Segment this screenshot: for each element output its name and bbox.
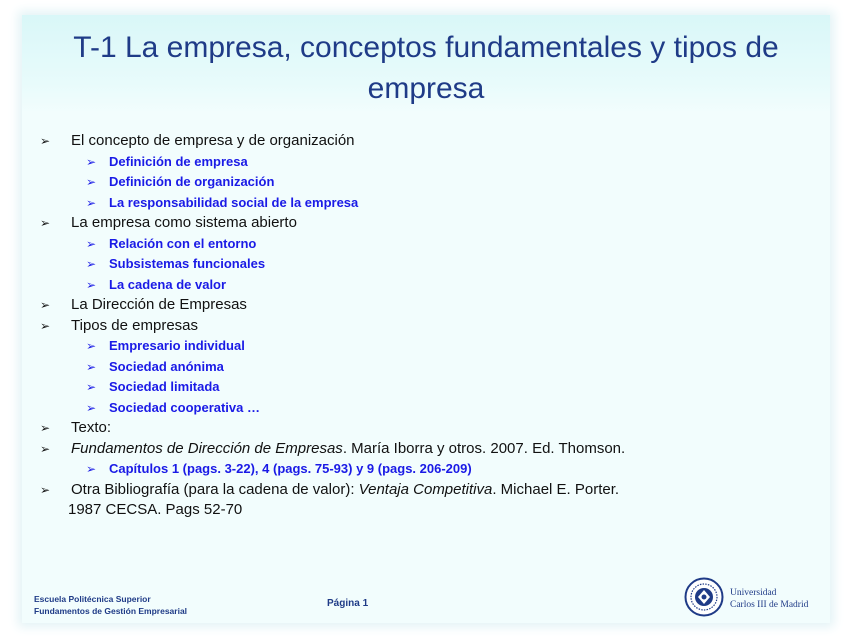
bullet-text: Sociedad anónima (109, 358, 224, 374)
bullet-text: Definición de empresa (109, 153, 248, 169)
bullet-text: Texto: (71, 419, 112, 436)
university-seal-icon (684, 577, 724, 617)
bullet-item (40, 295, 820, 316)
bullet-arrow-icon: ➢ (86, 175, 97, 189)
slide (22, 15, 830, 623)
bibliography-continuation (40, 500, 820, 521)
bullet-arrow-icon: ➢ (86, 380, 97, 394)
page-number: Página 1 (327, 598, 369, 609)
university-name (730, 587, 808, 611)
bullet-arrow-icon: ➢ (40, 441, 51, 456)
bullet-text: Definición de organización (109, 174, 275, 189)
other-bibliography-text (71, 480, 619, 501)
bullet-arrow-icon: ➢ (40, 134, 51, 148)
reference-details: . María Iborra y otros. 2007. Ed. Thomson. (342, 439, 626, 457)
reference-text (71, 439, 625, 460)
bullet-outline (40, 131, 820, 439)
footer-school (34, 593, 187, 617)
bullet-item-other-bibliography (40, 480, 820, 501)
reference-title: Fundamentos de Dirección de Empresas (71, 439, 343, 457)
bullet-text: La cadena de valor (109, 276, 227, 292)
bullet-arrow-icon: ➢ (40, 482, 51, 497)
bullet-subitem (40, 234, 820, 255)
footer-school-name: Escuela Politécnica Superior (34, 594, 151, 604)
bullet-arrow-icon: ➢ (86, 339, 97, 353)
bullet-text: Sociedad cooperativa … (109, 399, 260, 415)
bullet-arrow-icon: ➢ (40, 298, 51, 312)
bullet-text: Empresario individual (109, 338, 245, 353)
bullet-arrow-icon: ➢ (86, 359, 97, 374)
bullet-text: La Dirección de Empresas (71, 296, 247, 313)
bullet-text: Tipos de empresas (71, 316, 199, 334)
bullet-item (40, 131, 820, 152)
bullet-arrow-icon: ➢ (86, 277, 97, 292)
bullet-item (40, 213, 820, 234)
bullet-arrow-icon: ➢ (86, 236, 97, 251)
bullet-arrow-icon: ➢ (40, 216, 51, 230)
bullet-arrow-icon: ➢ (86, 195, 97, 210)
slide-content (40, 131, 820, 521)
bullet-text: Sociedad limitada (109, 379, 220, 394)
bullet-text: El concepto de empresa y de organización (71, 132, 355, 149)
bibliography-details: . Michael E. Porter. (492, 480, 620, 498)
slide-title: T-1 La empresa, conceptos fundamentales y tipos de empresa (73, 31, 779, 105)
bullet-subitem (40, 377, 820, 398)
bullet-item-reference (40, 439, 820, 460)
bullet-arrow-icon: ➢ (40, 421, 51, 435)
bullet-subitem (40, 275, 820, 296)
bullet-subitem (40, 357, 820, 378)
bibliography-continuation-text: 1987 CECSA. Pags 52-70 (68, 501, 243, 518)
bullet-arrow-icon: ➢ (86, 400, 97, 415)
bullet-arrow-icon: ➢ (86, 154, 97, 169)
bullet-subitem (40, 254, 820, 275)
bullet-item (40, 418, 820, 439)
bullet-subitem (40, 336, 820, 357)
bullet-text: Relación con el entorno (109, 235, 257, 251)
bullet-arrow-icon: ➢ (40, 318, 51, 333)
bullet-subitem (40, 172, 820, 193)
bullet-arrow-icon: ➢ (86, 257, 97, 271)
university-name-line1: Universidad (730, 588, 777, 598)
bullet-item (40, 316, 820, 337)
bullet-subitem (40, 152, 820, 173)
university-name-line2: Carlos III de Madrid (730, 600, 809, 610)
bullet-text: La empresa como sistema abierto (71, 214, 297, 231)
bullet-arrow-icon: ➢ (86, 462, 97, 476)
bibliography-prefix: Otra Bibliografía (para la cadena de valor): (71, 480, 359, 498)
footer-course-name: Fundamentos de Gestión Empresarial (34, 606, 188, 616)
bullet-subitem-chapters (40, 459, 820, 480)
bibliography-title: Ventaja Competitiva (358, 480, 493, 498)
bullet-subitem (40, 193, 820, 214)
chapters-text: Capítulos 1 (pags. 3-22), 4 (pags. 75-93) y 9 (pags. 206-209) (109, 461, 472, 476)
bullet-text: La responsabilidad social de la empresa (109, 194, 359, 210)
bullet-text: Subsistemas funcionales (109, 256, 266, 271)
bullet-subitem (40, 398, 820, 419)
